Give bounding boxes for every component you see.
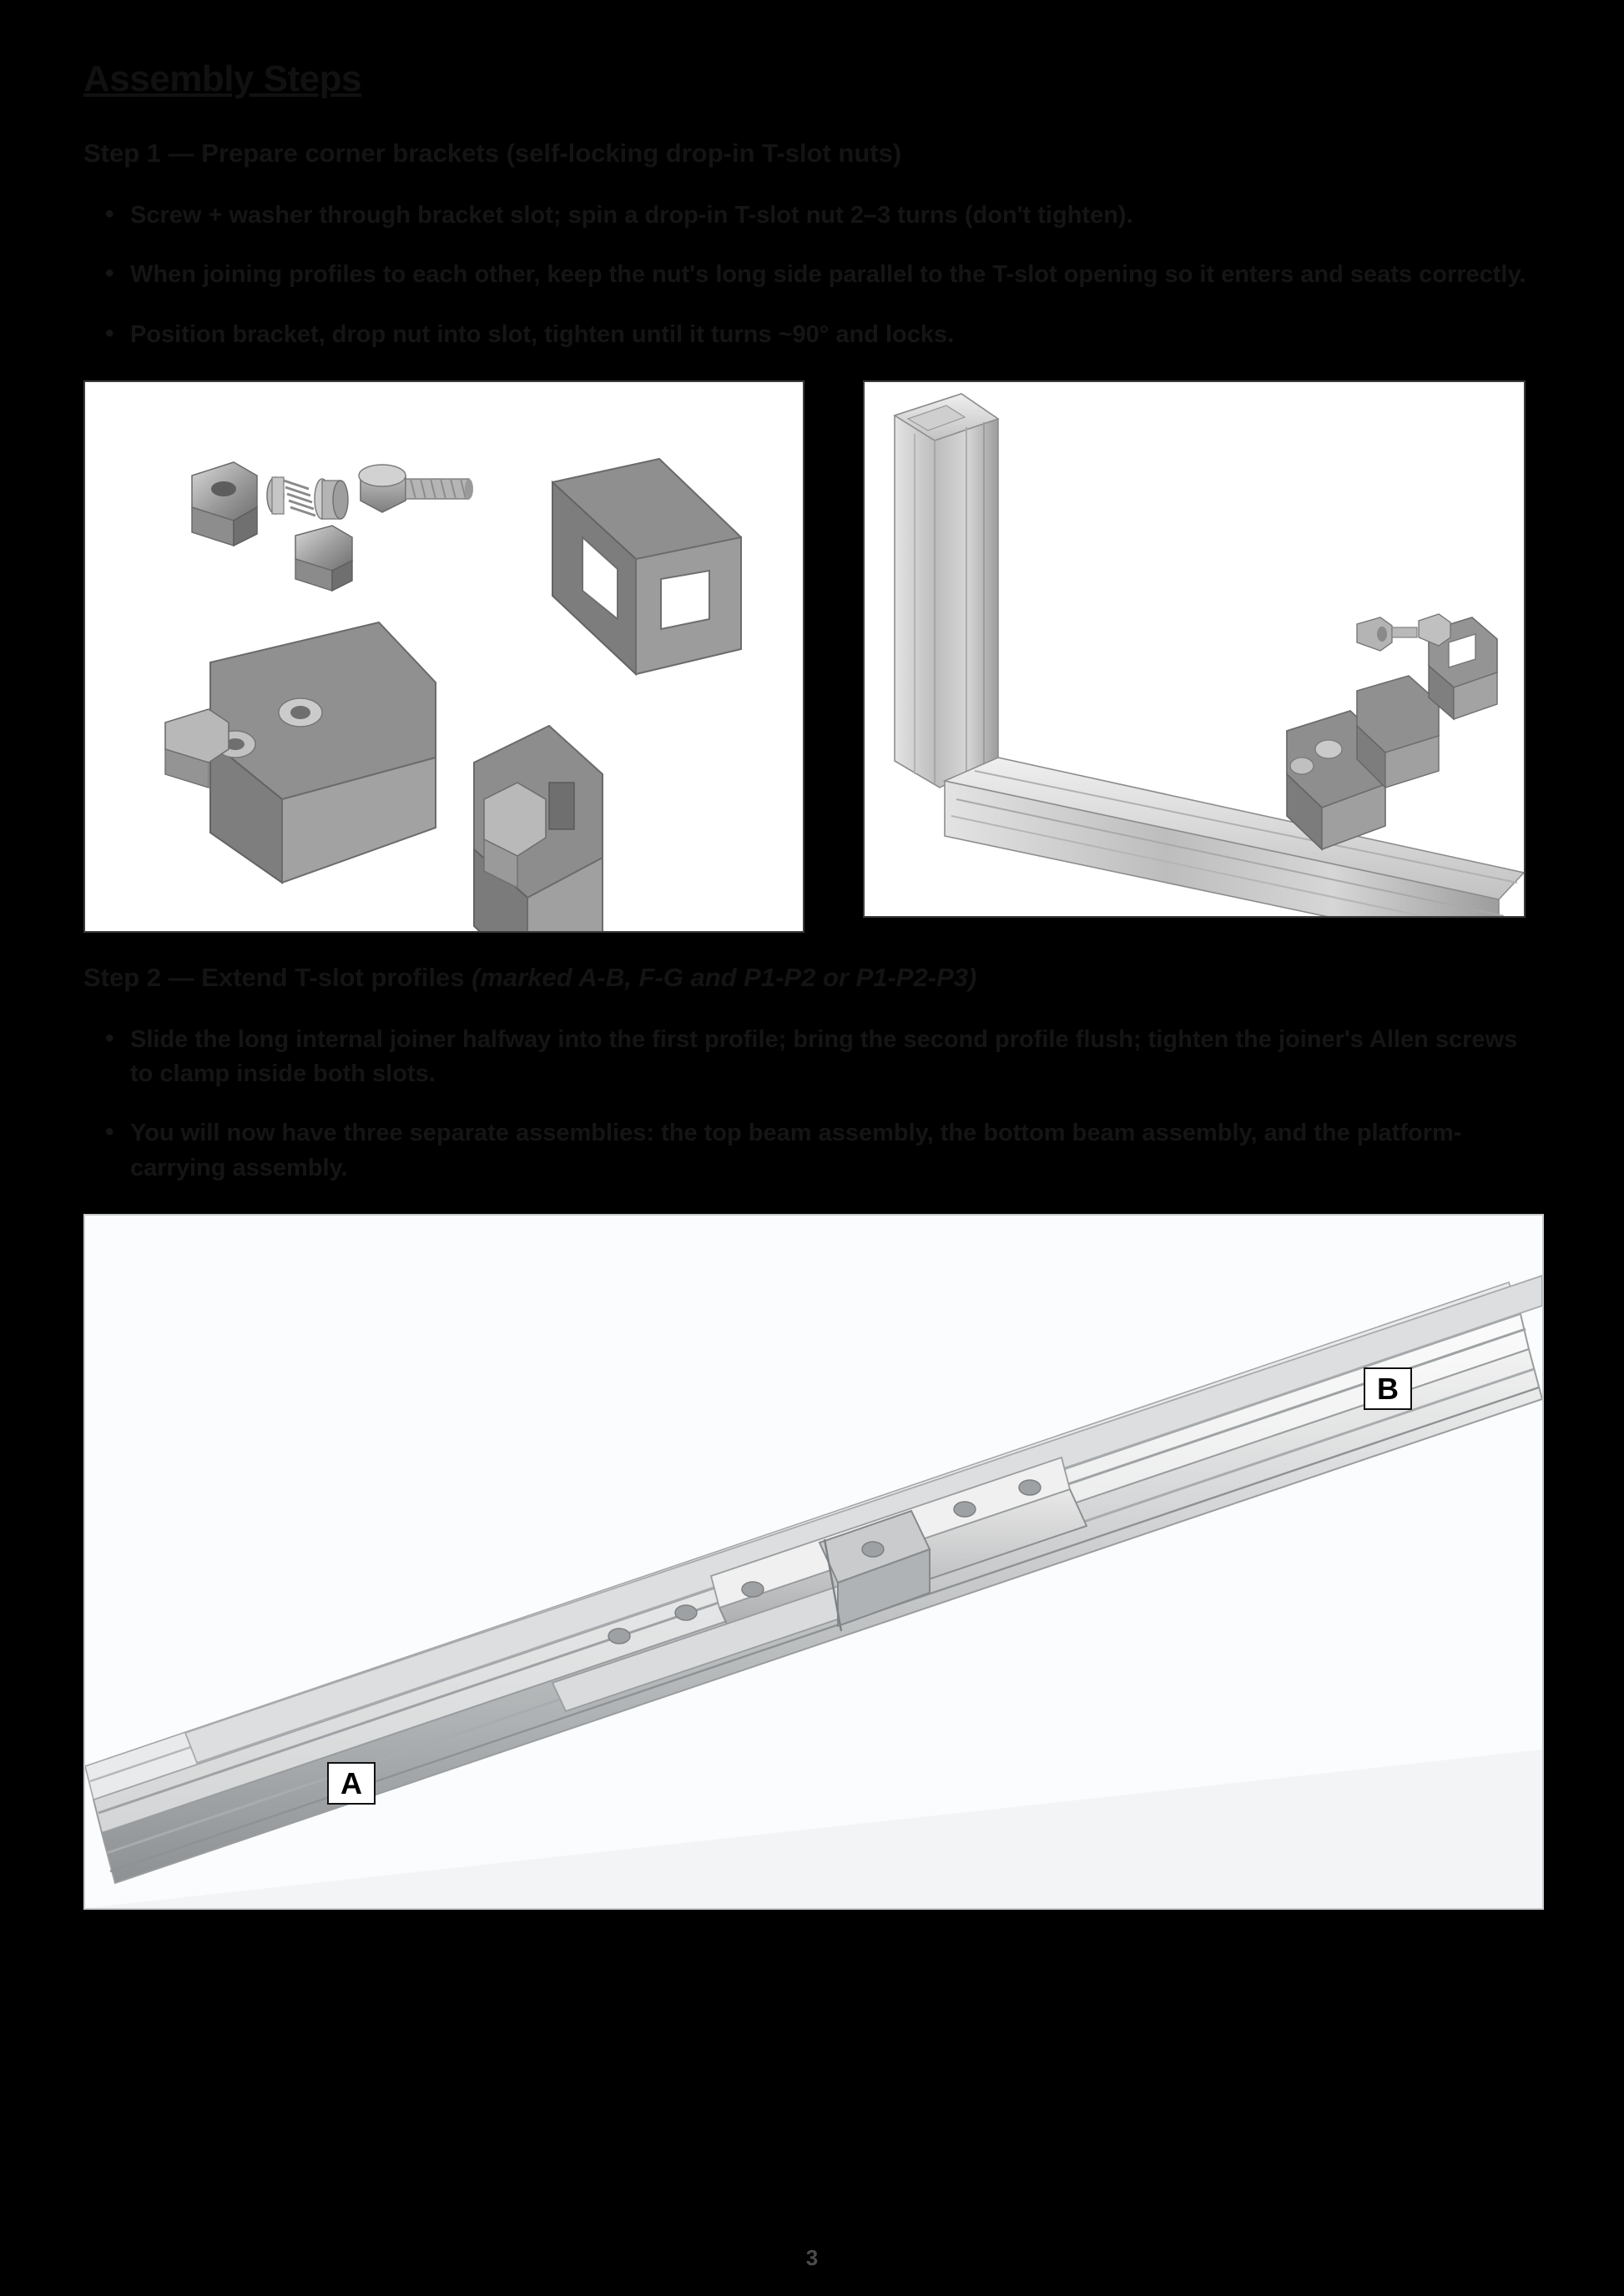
extended-profile-illustration	[85, 1216, 1542, 1908]
page-number: 3	[805, 2245, 819, 2270]
profile-corner-illustration	[865, 382, 1524, 916]
profile-label-b: B	[1364, 1367, 1412, 1411]
profile-label-a: A	[327, 1762, 376, 1805]
vertical-t-slot-profile	[895, 394, 998, 788]
t-slot-nut-part	[192, 462, 257, 546]
step-2-heading-main: Step 2 — Extend T-slot profiles	[83, 962, 472, 992]
step-1-heading: Step 1 — Prepare corner brackets (self-locking drop-in T-slot nuts)	[83, 138, 902, 168]
corner-bracket-hardware-figure	[83, 380, 804, 933]
bracket-with-bolt-part	[474, 726, 603, 931]
corner-bracket-on-profile-figure	[863, 380, 1526, 918]
list-item: • You will now have three separate assemblies: the top beam assembly, the bottom beam assembly, and the platform-carrying assembly.	[83, 1116, 1541, 1185]
extended-profile-joiner-figure	[83, 1214, 1544, 1910]
step-2-heading	[83, 961, 1541, 994]
step-1-bullet-list	[83, 199, 1541, 352]
list-item: • When joining profiles to each other, keep the nut's long side parallel to the T-slot opening so it enters and seats correctly.	[83, 258, 1541, 292]
corner-bracket-hardware-illustration	[85, 382, 803, 931]
list-item: • Position bracket, drop nut into slot, tighten until it turns ~90° and locks.	[83, 318, 1541, 352]
t-slot-nut-small-part	[295, 526, 352, 591]
list-item: • Screw + washer through bracket slot; spin a drop-in T-slot nut 2–3 turns (don't tighten).	[83, 199, 1541, 233]
step-2-bullet-list	[83, 1023, 1541, 1186]
list-item: • Slide the long internal joiner halfway into the first profile; bring the second profile flush; tighten the joiner's Allen screws to clamp inside both slots.	[83, 1023, 1541, 1091]
loose-corner-bracket-a	[1357, 676, 1439, 788]
step-2-heading-italic: (marked A-B, F-G and P1-P2 or P1-P2-P3)	[472, 962, 977, 992]
page-title: Assembly Steps	[83, 58, 361, 99]
step-1-figure-row	[83, 380, 1541, 933]
